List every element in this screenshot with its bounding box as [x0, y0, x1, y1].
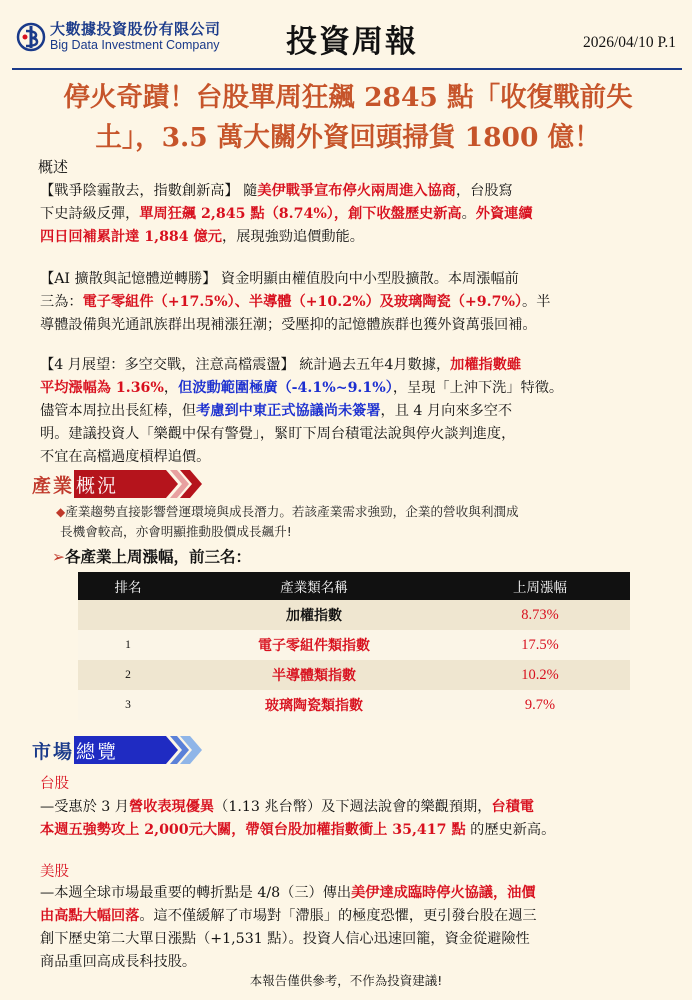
text-run: 三為：	[40, 294, 83, 310]
headline-line-1: 停火奇蹟！台股單周狂飆 2845 點「收復戰前失	[63, 82, 633, 113]
disclaimer-footer: 本報告僅供參考，不作為投資建議!	[249, 973, 443, 988]
table-cell-name: 電子零組件類指數	[178, 630, 450, 660]
text-run: 商品重回高成長科技股。	[40, 954, 197, 970]
table-cell-rank	[78, 600, 178, 630]
table-cell-change: 8.73%	[450, 600, 630, 630]
text-run: 。這不僅緩解了市場對「滯脹」的極度恐懼，更引發台股在週三	[139, 908, 537, 924]
text-run: 下史詩級反彈，	[40, 206, 140, 222]
highlight-text: 營收表現優異	[128, 799, 215, 815]
table-row	[78, 660, 630, 690]
overview-paragraph-1	[40, 180, 670, 249]
company-logo-icon	[16, 22, 46, 52]
report-date-page: 2026/04/10 P.1	[582, 34, 676, 51]
highlight-text: 加權指數雖	[450, 357, 522, 373]
diamond-bullet-icon: ◆	[56, 505, 66, 519]
market-banner	[32, 736, 140, 764]
text-run: —受惠於 3 月	[40, 799, 129, 815]
company-logo	[16, 22, 221, 52]
table-cell-name: 半導體類指數	[178, 660, 450, 690]
text-run: 產業趨勢直接影響營運環境與成長潛力。若該產業需求強勁，企業的營收與利潤成	[65, 504, 519, 519]
table-cell-rank: 1	[78, 630, 178, 660]
text-run: ，台股寫	[455, 183, 513, 199]
text-run: 不宜在高檔過度槓桿追價。	[40, 449, 211, 465]
text-run: 【AI 擴散與記憶體逆轉勝】 資金明顯由權值股向中小型股擴散。本周漲幅前	[40, 271, 519, 287]
market-banner-label-b: 總覽	[76, 740, 119, 763]
highlight-text: 外資連續	[475, 206, 533, 222]
text-run: 。	[461, 206, 476, 222]
text-run: （1.13 兆台幣）及下週法說會的樂觀預期，	[214, 799, 492, 815]
text-run: 。半	[522, 294, 551, 310]
report-header	[12, 16, 682, 66]
headline	[18, 78, 678, 158]
table-header-row	[78, 572, 630, 600]
text-run: ，呈現「上沖下洗」特徵。	[392, 380, 564, 396]
market-tw-paragraph	[40, 796, 670, 842]
text-run: 儘管本周拉出長紅棒，但	[40, 403, 197, 419]
industry-banner	[32, 470, 140, 498]
text-run: 【戰爭陰霾散去，指數創新高】 隨	[40, 183, 258, 199]
overview-paragraph-2	[40, 268, 670, 337]
text-run: ，展現強勁追價動能。	[222, 229, 364, 245]
text-run: ，且 4 月向來多空不	[380, 403, 513, 419]
company-name-en: Big Data Investment Company	[50, 38, 220, 53]
table-header-name: 產業類名稱	[178, 572, 450, 600]
table-cell-name: 加權指數	[178, 600, 450, 630]
highlight-text-blue: 考慮到中東正式協議尚未簽署	[196, 403, 381, 419]
highlight-text: 本週五強勢攻上 2,000元大關，帶領台股加權指數衝上 35,417 點	[40, 822, 466, 838]
highlight-text: 電子零組件（+17.5%）、半導體（+10.2%）及玻璃陶瓷（+9.7%）	[82, 294, 523, 310]
company-name-cn: 大數據投資股份有限公司	[50, 20, 221, 39]
table-cell-rank: 2	[78, 660, 178, 690]
market-banner-box	[74, 736, 140, 764]
industry-banner-box	[74, 470, 140, 498]
highlight-text: 美伊達成臨時停火協議，油價	[351, 885, 536, 901]
text-run: 創下歷史第二大單日漲點（+1,531 點）。投資人信心迅速回籠，資金從避險性	[40, 931, 530, 947]
table-row	[78, 690, 630, 720]
text-run: —本週全球市場最重要的轉折點是 4/8（三）傳出	[40, 885, 352, 901]
highlight-text: 單周狂飆 2,845 點（8.74%），創下收盤歷史新高	[139, 206, 462, 222]
table-row	[78, 600, 630, 630]
industry-subhead	[52, 545, 251, 567]
table-cell-rank: 3	[78, 690, 178, 720]
headline-line-2: 土」，3.5 萬大關外資回頭掃貨 1800 億！	[95, 122, 601, 153]
table-cell-change: 17.5%	[450, 630, 630, 660]
table-header-change: 上周漲幅	[450, 572, 630, 600]
market-us-paragraph	[40, 882, 670, 974]
table-cell-change: 9.7%	[450, 690, 630, 720]
industry-note	[56, 502, 686, 542]
arrow-bullet-icon: ➢	[52, 548, 65, 566]
text-run: 長機會較高，亦會明顯推動股價成長飆升!	[60, 524, 292, 539]
industry-table	[78, 572, 630, 720]
text-run: 導體設備與光通訊族群出現補漲狂潮；受壓抑的記憶體族群也獲外資萬張回補。	[40, 317, 537, 333]
header-divider	[12, 68, 682, 70]
text-run: 明。建議投資人「樂觀中保有警覺」，緊盯下周台積電法說與停火談判進度，	[40, 426, 516, 442]
table-row	[78, 630, 630, 660]
text-run: ，	[163, 380, 179, 396]
market-banner-label-a: 市場	[32, 740, 75, 763]
highlight-text: 四日回補累計達 1,884 億元	[40, 229, 222, 245]
text-run: 【4 月展望：多空交戰，注意高檔震盪】 統計過去五年4月數據，	[40, 357, 451, 373]
highlight-text-blue: 但波動範圍極廣（-4.1%~9.1%）	[178, 380, 393, 396]
industry-banner-label-a: 產業	[32, 474, 75, 497]
text-run: 的歷史新高。	[465, 822, 556, 838]
highlight-text: 美伊戰爭宣布停火兩周進入協商	[257, 183, 456, 199]
table-cell-name: 玻璃陶瓷類指數	[178, 690, 450, 720]
overview-heading: 概述	[38, 158, 69, 176]
market-tw-label: 台股	[40, 776, 69, 792]
table-cell-change: 10.2%	[450, 660, 630, 690]
market-us-label: 美股	[40, 864, 69, 880]
table-header-rank: 排名	[78, 572, 178, 600]
highlight-text: 由高點大幅回落	[40, 908, 140, 924]
overview-paragraph-3	[40, 354, 670, 469]
industry-banner-label-b: 概況	[76, 474, 119, 497]
report-title: 投資周報	[286, 24, 418, 60]
text-run: 各產業上周漲幅，前三名：	[65, 548, 252, 566]
highlight-text: 平均漲幅為 1.36%	[40, 380, 164, 396]
highlight-text: 台積電	[491, 799, 534, 815]
